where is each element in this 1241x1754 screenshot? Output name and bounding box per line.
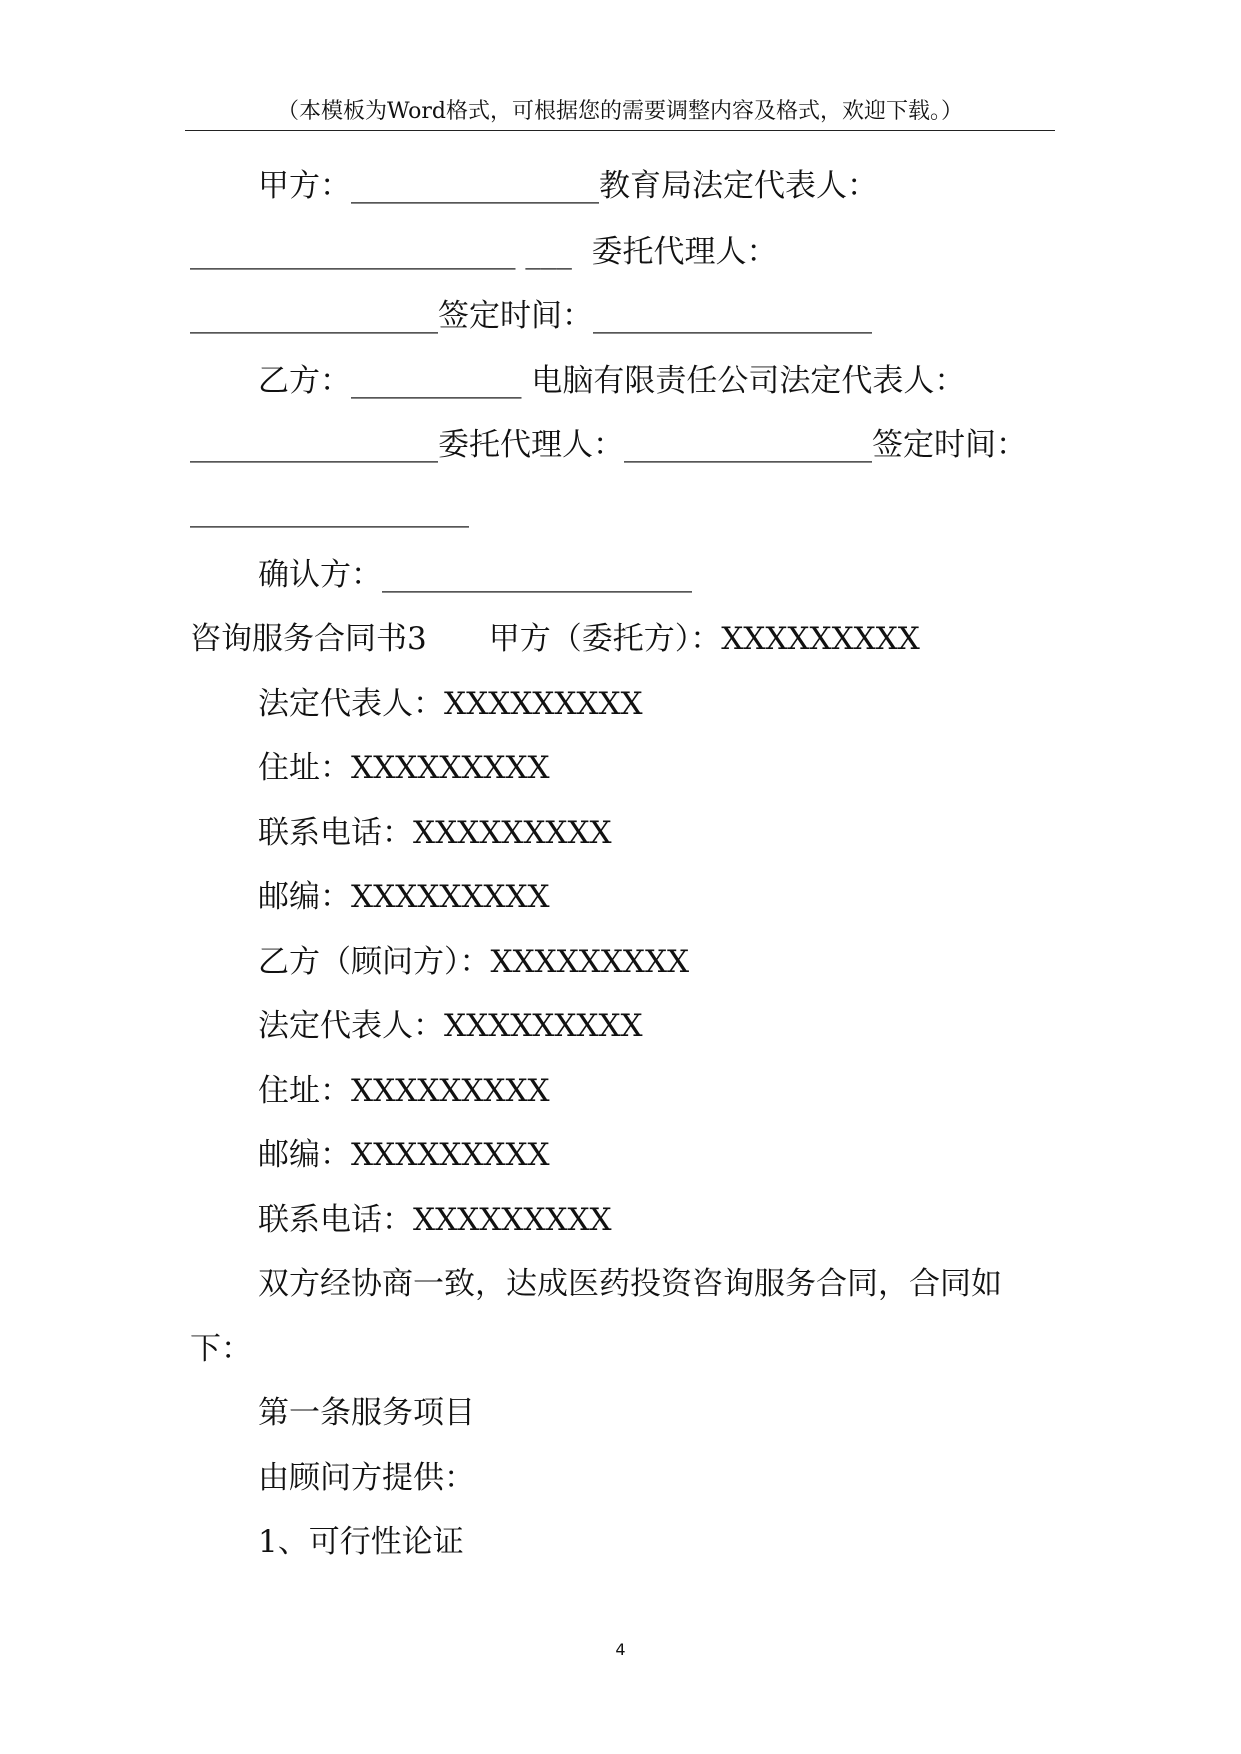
party-b-line: 乙方：___________ 电脑有限责任公司法定代表人： <box>258 363 966 399</box>
party-a-postcode: 邮编：XXXXXXXXX <box>258 879 550 915</box>
party-a-line: 甲方：________________教育局法定代表人： <box>258 168 878 204</box>
confirm-party-line: 确认方：____________________ <box>258 557 692 593</box>
party-b-phone: 联系电话：XXXXXXXXX <box>258 1202 612 1238</box>
header-note: （本模板为Word格式，可根据您的需要调整内容及格式，欢迎下载。） <box>277 99 963 124</box>
article-one-heading: 第一条服务项目 <box>258 1395 475 1431</box>
agreement-paragraph: 双方经协商一致，达成医药投资咨询服务合同，合同如 <box>258 1266 1002 1302</box>
agreement-paragraph-continued: 下： <box>190 1331 252 1367</box>
party-b-postcode: 邮编：XXXXXXXXX <box>258 1137 550 1173</box>
party-b-address: 住址：XXXXXXXXX <box>258 1073 550 1109</box>
party-b-agent-line: ________________委托代理人：________________签定时间： <box>190 427 1027 463</box>
party-a-phone: 联系电话：XXXXXXXXX <box>258 815 612 851</box>
party-a-address: 住址：XXXXXXXXX <box>258 750 550 786</box>
party-b-representative: 法定代表人：XXXXXXXXX <box>258 1008 643 1044</box>
party-b-heading: 乙方（顾问方）：XXXXXXXXX <box>258 944 690 980</box>
service-item-1: 1、可行性论证 <box>258 1524 464 1560</box>
page-number: 4 <box>615 1640 626 1659</box>
party-a-date-line: ________________签定时间：__________________ <box>190 298 872 334</box>
contract-title-line: 咨询服务合同书3 甲方（委托方）：XXXXXXXXX <box>190 621 920 657</box>
party-a-representative: 法定代表人：XXXXXXXXX <box>258 686 643 722</box>
provided-by-line: 由顾问方提供： <box>258 1460 475 1496</box>
party-a-agent-line: _____________________ ___ 委托代理人： <box>190 234 778 270</box>
party-b-date-line: __________________ <box>190 492 469 528</box>
header-rule <box>185 130 1055 131</box>
